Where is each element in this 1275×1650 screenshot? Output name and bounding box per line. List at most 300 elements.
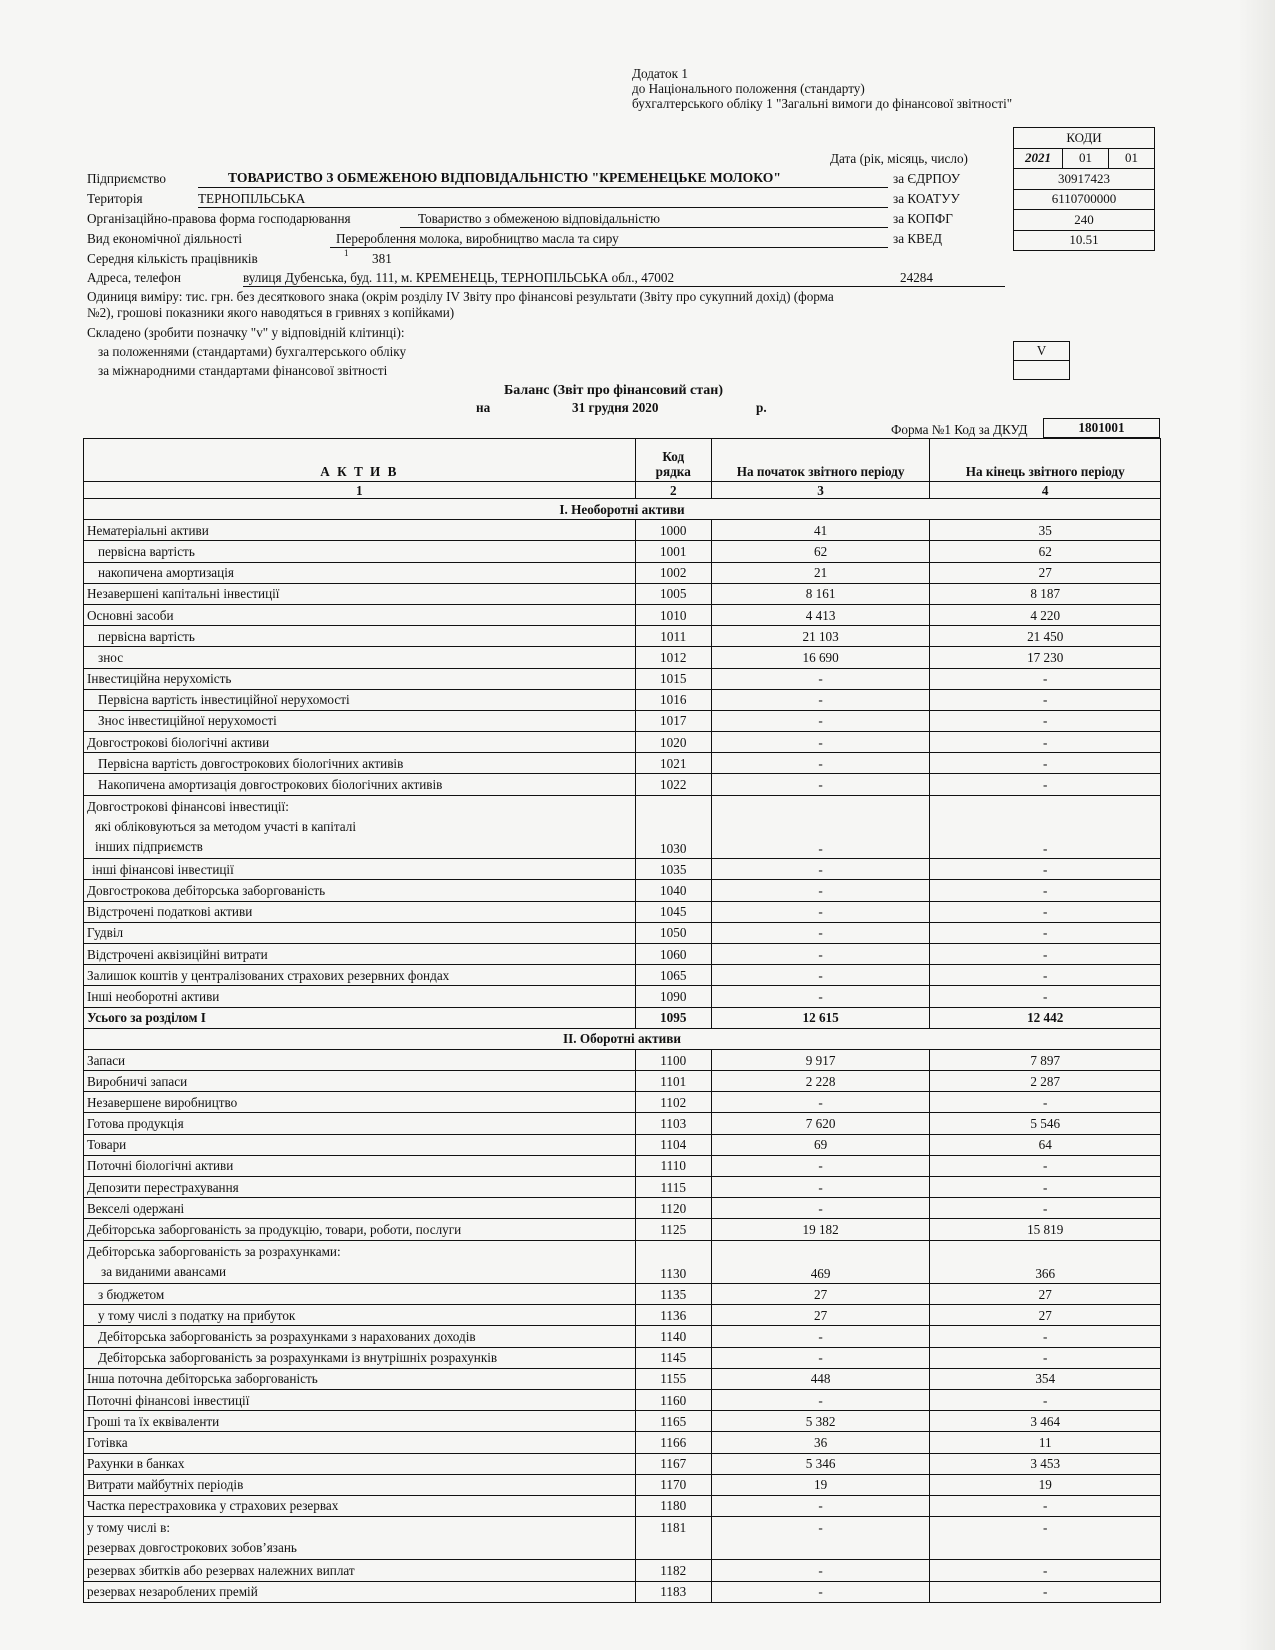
row-start-value: 27 [711,1284,930,1305]
row-end-value: 366 [930,1240,1161,1283]
row-end-value: 2 287 [930,1071,1161,1092]
row-start-value: - [711,668,930,689]
row-code: 1065 [635,965,711,986]
koatuu-code: 6110700000 [1014,189,1155,210]
row-end-value: - [930,668,1161,689]
row-name: Інші необоротні активи [84,986,636,1007]
row-start-value: - [711,986,930,1007]
row-name: Незавершене виробництво [84,1092,636,1113]
row-end-value: - [930,965,1161,986]
enterprise-label: Підприємство [87,171,166,186]
header-code: Код рядка [635,439,711,482]
row-start-value: - [711,1581,930,1602]
employees-footnote-mark: 1 [344,248,349,258]
row-end-value: 3 453 [930,1453,1161,1474]
table-row [84,1240,1161,1283]
table-row [84,1389,1161,1410]
row-code: 1145 [635,1347,711,1368]
row-name: інші фінансові інвестиції [84,859,636,880]
row-name: первісна вартість [84,626,636,647]
row-start-value: - [711,1495,930,1516]
row-end-value: - [930,710,1161,731]
units-line-1: Одиниця виміру: тис. грн. без десяткового знака (окрім розділу IV Звіту про фінансові результати (Звіту про сукупний дохід) (форма [87,289,834,304]
row-start-value: - [711,1177,930,1198]
compiled-option-standards: за положеннями (стандартами) бухгалтерського обліку [98,344,407,359]
row-end-value: 7 897 [930,1049,1161,1070]
row-code: 1101 [635,1071,711,1092]
row-start-value: - [711,732,930,753]
table-row [84,732,1161,753]
row-end-value: - [930,732,1161,753]
edrpou-label: за ЄДРПОУ [893,171,961,186]
section-header-row [84,499,1161,520]
kopfg-label: за КОПФГ [893,211,953,226]
table-row [84,1219,1161,1240]
row-code: 1040 [635,880,711,901]
activity-label: Вид економічної діяльності [87,231,242,246]
row-name: Гроші та їх еквіваленти [84,1411,636,1432]
row-name: Відстрочені аквізиційні витрати [84,943,636,964]
row-start-value: 469 [711,1240,930,1283]
row-name: Інша поточна дебіторська заборгованість [84,1368,636,1389]
row-start-value: - [711,1198,930,1219]
table-row [84,774,1161,795]
row-name-multiline [84,1240,636,1283]
row-name: Відстрочені податкові активи [84,901,636,922]
row-code: 1012 [635,647,711,668]
row-name: Дебіторська заборгованість за продукцію, товари, роботи, послуги [84,1219,636,1240]
row-start-value: - [711,710,930,731]
row-start-value: - [711,1347,930,1368]
row-start-value: 19 182 [711,1219,930,1240]
row-code: 1167 [635,1453,711,1474]
table-row [84,1368,1161,1389]
row-code: 1110 [635,1155,711,1176]
date-label: Дата (рік, місяць, число) [830,151,968,166]
row-code: 1017 [635,710,711,731]
row-start-value: - [711,1326,930,1347]
row-start-value: 5 346 [711,1453,930,1474]
table-row [84,1411,1161,1432]
row-name-multiline [84,1517,636,1560]
table-row [84,583,1161,604]
row-end-value: 5 546 [930,1113,1161,1134]
table-row [84,1155,1161,1176]
table-row [84,647,1161,668]
row-start-value: - [711,943,930,964]
table-row [84,753,1161,774]
kopfg-code: 240 [1014,210,1155,231]
row-name: Поточні фінансові інвестиції [84,1389,636,1410]
row-name: накопичена амортизація [84,562,636,583]
employees-label: Середня кількість працівників [87,251,258,266]
section-header-row [84,1028,1161,1049]
table-row [84,1134,1161,1155]
row-end-value: 17 230 [930,647,1161,668]
row-end-value: 354 [930,1368,1161,1389]
row-name: Первісна вартість інвестиційної нерухомості [84,689,636,710]
row-start-value: 5 382 [711,1411,930,1432]
row-start-value: 19 [711,1474,930,1495]
table-row [84,710,1161,731]
table-row [84,1326,1161,1347]
row-code: 1000 [635,520,711,541]
balance-table [83,438,1161,1603]
row-start-value: 62 [711,541,930,562]
row-start-value: - [711,1155,930,1176]
row-start-value: 16 690 [711,647,930,668]
row-code: 1095 [635,1007,711,1028]
row-end-value: - [930,943,1161,964]
row-code: 1020 [635,732,711,753]
table-row [84,1177,1161,1198]
row-code: 1016 [635,689,711,710]
report-year-suffix: р. [756,400,767,415]
row-code: 1103 [635,1113,711,1134]
row-end-value: - [930,1560,1161,1581]
codes-table [1013,127,1155,251]
row-name: у тому числі з податку на прибуток [84,1305,636,1326]
table-row [84,1049,1161,1070]
row-end-value: 3 464 [930,1411,1161,1432]
row-name: резервах незароблених премій [84,1581,636,1602]
table-row [84,1495,1161,1516]
row-start-value: - [711,901,930,922]
kved-code: 10.51 [1014,230,1155,251]
row-name: з бюджетом [84,1284,636,1305]
row-end-value: 21 450 [930,626,1161,647]
row-name: Депозити перестрахування [84,1177,636,1198]
row-start-value: - [711,965,930,986]
row-end-value: 19 [930,1474,1161,1495]
table-row [84,1560,1161,1581]
row-end-value: 27 [930,1284,1161,1305]
row-end-value: - [930,1177,1161,1198]
row-start-value: - [711,1389,930,1410]
table-row [84,986,1161,1007]
table-row [84,901,1161,922]
address-value: вулиця Дубенська, буд. 111, м. КРЕМЕНЕЦЬ, ТЕРНОПІЛЬСЬКА обл., 47002 [243,270,675,285]
row-code: 1005 [635,583,711,604]
table-row [84,626,1161,647]
row-code: 1011 [635,626,711,647]
row-name: Готівка [84,1432,636,1453]
row-name: первісна вартість [84,541,636,562]
row-code: 1180 [635,1495,711,1516]
row-start-value: 21 103 [711,626,930,647]
row-code: 1140 [635,1326,711,1347]
phone-value: 24284 [900,270,933,285]
row-end-value: - [930,1326,1161,1347]
row-start-value: 21 [711,562,930,583]
table-row [84,1071,1161,1092]
compiled-label: Складено (зробити позначку "v" у відповідній клітинці): [87,325,405,340]
units-line-2: №2), грошові показники якого наводяться в гривнях з копійками) [87,305,455,320]
row-name: Гудвіл [84,922,636,943]
row-code: 1015 [635,668,711,689]
row-start-value: 2 228 [711,1071,930,1092]
row-start-value: 448 [711,1368,930,1389]
row-name-line: у тому числі в: [87,1520,171,1536]
row-start-value: - [711,1092,930,1113]
table-row [84,604,1161,625]
row-code: 1104 [635,1134,711,1155]
row-code: 1102 [635,1092,711,1113]
row-name: Частка перестраховика у страхових резервах [84,1495,636,1516]
row-name-line: Довгострокові фінансові інвестиції: [87,798,289,814]
row-code: 1045 [635,901,711,922]
table-row [84,1517,1161,1560]
row-end-value: - [930,901,1161,922]
row-code: 1130 [635,1240,711,1283]
row-end-value: - [930,922,1161,943]
form-label: Форма №1 Код за ДКУД [891,422,1028,437]
territory-label: Територія [87,191,143,206]
table-row [84,541,1161,562]
employees-value: 381 [372,251,392,266]
date-month: 01 [1063,148,1109,169]
row-name: Накопичена амортизація довгострокових біологічних активів [84,774,636,795]
row-code: 1120 [635,1198,711,1219]
row-name: Товари [84,1134,636,1155]
row-name: Основні засоби [84,604,636,625]
row-name: Знос інвестиційної нерухомості [84,710,636,731]
table-row [84,859,1161,880]
ifrs-checkbox[interactable] [1013,360,1070,380]
row-start-value: 27 [711,1305,930,1326]
row-name: Витрати майбутніх періодів [84,1474,636,1495]
table-row [84,668,1161,689]
row-end-value: - [930,1495,1161,1516]
row-code: 1165 [635,1411,711,1432]
header-start: На початок звітного періоду [711,439,930,482]
row-start-value: - [711,1560,930,1581]
row-name: Довгострокові біологічні активи [84,732,636,753]
row-name: Поточні біологічні активи [84,1155,636,1176]
table-row [84,880,1161,901]
table-row [84,1198,1161,1219]
row-end-value: 12 442 [930,1007,1161,1028]
table-row [84,562,1161,583]
table-row [84,1581,1161,1602]
row-start-value: 4 413 [711,604,930,625]
kved-label: за КВЕД [893,231,943,246]
table-row [84,943,1161,964]
row-end-value: 11 [930,1432,1161,1453]
column-number-row [84,482,1161,499]
row-code: 1160 [635,1389,711,1410]
row-code: 1021 [635,753,711,774]
row-end-value: 35 [930,520,1161,541]
report-title: Баланс (Звіт про фінансовий стан) [504,383,724,398]
row-end-value: 27 [930,562,1161,583]
edrpou-code: 30917423 [1014,169,1155,190]
activity-value: Перероблення молока, виробництво масла та сиру [336,231,619,246]
row-start-value: - [711,859,930,880]
column-number: 1 [84,482,636,499]
row-code: 1125 [635,1219,711,1240]
row-code: 1182 [635,1560,711,1581]
row-end-value: - [930,1517,1161,1560]
row-code: 1136 [635,1305,711,1326]
table-row [84,520,1161,541]
row-name-line: резервах довгострокових зобов’язань [87,1540,297,1556]
row-name: Залишок коштів у централізованих страхових резервних фондах [84,965,636,986]
table-row [84,689,1161,710]
table-row [84,1453,1161,1474]
row-name: Рахунки в банках [84,1453,636,1474]
table-row [84,1347,1161,1368]
row-name: знос [84,647,636,668]
codes-title: КОДИ [1014,128,1155,149]
compiled-option-ifrs: за міжнародними стандартами фінансової звітності [98,363,388,378]
territory-value: ТЕРНОПІЛЬСЬКА [198,191,306,206]
row-end-value: - [930,753,1161,774]
row-start-value: 9 917 [711,1049,930,1070]
row-code: 1010 [635,604,711,625]
row-name: Усього за розділом I [84,1007,636,1028]
row-code: 1170 [635,1474,711,1495]
row-start-value: - [711,1517,930,1560]
address-label: Адреса, телефон [87,270,181,285]
row-end-value: - [930,1198,1161,1219]
table-header [84,439,1161,482]
date-year: 2021 [1014,148,1063,169]
legal-form-underline [400,227,888,228]
koatuu-label: за КОАТУУ [893,191,960,206]
address-underline [243,286,1005,287]
row-name: Готова продукція [84,1113,636,1134]
row-end-value: - [930,986,1161,1007]
row-name: Дебіторська заборгованість за розрахунками із внутрішніх розрахунків [84,1347,636,1368]
dkud-code: 1801001 [1043,418,1160,438]
row-name: Дебіторська заборгованість за розрахунками з нарахованих доходів [84,1326,636,1347]
header-asset: А К Т И В [84,439,636,482]
row-name-line: інших підприємств [95,839,203,855]
row-end-value: - [930,1347,1161,1368]
row-end-value: 15 819 [930,1219,1161,1240]
table-row [84,922,1161,943]
row-code: 1022 [635,774,711,795]
row-end-value: - [930,774,1161,795]
total-row [84,1007,1161,1028]
row-code: 1135 [635,1284,711,1305]
row-start-value: 69 [711,1134,930,1155]
legal-form-value: Товариство з обмеженою відповідальністю [418,211,660,226]
row-start-value: 12 615 [711,1007,930,1028]
row-name: Первісна вартість довгострокових біологічних активів [84,753,636,774]
standards-checkbox[interactable]: V [1013,341,1070,361]
section-title: I. Необоротні активи [84,499,1161,520]
row-start-value: - [711,774,930,795]
annex-line-2: до Національного положення (стандарту) [632,81,865,96]
row-start-value: 41 [711,520,930,541]
table-row [84,795,1161,859]
date-day: 01 [1109,148,1155,169]
table-row [84,1432,1161,1453]
row-code: 1060 [635,943,711,964]
row-end-value: - [930,880,1161,901]
row-code: 1166 [635,1432,711,1453]
table-row [84,1305,1161,1326]
row-code: 1115 [635,1177,711,1198]
row-name: резервах збитків або резервах належних виплат [84,1560,636,1581]
table-row [84,1474,1161,1495]
row-name: Довгострокова дебіторська заборгованість [84,880,636,901]
column-number: 3 [711,482,930,499]
row-name: Нематеріальні активи [84,520,636,541]
row-end-value: - [930,1092,1161,1113]
row-name: Векселі одержані [84,1198,636,1219]
row-code: 1001 [635,541,711,562]
table-row [84,965,1161,986]
header-end: На кінець звітного періоду [930,439,1161,482]
row-end-value: 62 [930,541,1161,562]
annex-line-3: бухгалтерського обліку 1 "Загальні вимоги до фінансової звітності" [632,96,1013,111]
row-code: 1030 [635,795,711,859]
row-name-line: за виданими авансами [101,1263,227,1279]
enterprise-name: ТОВАРИСТВО З ОБМЕЖЕНОЮ ВІДПОВІДАЛЬНІСТЮ "КРЕМЕНЕЦЬКЕ МОЛОКО" [228,170,781,185]
row-start-value: 36 [711,1432,930,1453]
row-end-value: - [930,1155,1161,1176]
row-start-value: - [711,753,930,774]
column-number: 4 [930,482,1161,499]
row-end-value: - [930,859,1161,880]
report-on: на [476,400,491,415]
row-end-value: 8 187 [930,583,1161,604]
row-end-value: 4 220 [930,604,1161,625]
row-name-line: Дебіторська заборгованість за розрахунками: [87,1243,341,1259]
activity-underline [330,247,888,248]
row-start-value: 8 161 [711,583,930,604]
row-end-value: 64 [930,1134,1161,1155]
territory-underline [198,207,888,208]
row-name: Незавершені капітальні інвестиції [84,583,636,604]
row-end-value: - [930,689,1161,710]
row-end-value: - [930,1581,1161,1602]
row-start-value: - [711,689,930,710]
scan-edge [1238,0,1275,1650]
table-row [84,1284,1161,1305]
row-code: 1100 [635,1049,711,1070]
row-end-value: - [930,1389,1161,1410]
legal-form-label: Організаційно-правова форма господарювання [87,211,351,226]
column-number: 2 [635,482,711,499]
row-code: 1090 [635,986,711,1007]
row-name: Запаси [84,1049,636,1070]
row-name-multiline [84,795,636,859]
row-name: Виробничі запаси [84,1071,636,1092]
row-code: 1002 [635,562,711,583]
table-row [84,1092,1161,1113]
enterprise-underline [198,187,888,188]
row-name-line: які обліковуються за методом участі в капіталі [95,818,357,834]
row-code: 1035 [635,859,711,880]
report-date: 31 грудня 2020 [572,400,659,415]
row-code: 1155 [635,1368,711,1389]
row-start-value: - [711,795,930,859]
row-end-value: - [930,795,1161,859]
row-start-value: - [711,880,930,901]
row-code: 1181 [635,1517,711,1560]
row-start-value: 7 620 [711,1113,930,1134]
row-start-value: - [711,922,930,943]
row-code: 1183 [635,1581,711,1602]
row-name: Інвестиційна нерухомість [84,668,636,689]
section-title: II. Оборотні активи [84,1028,1161,1049]
row-code: 1050 [635,922,711,943]
annex-line-1: Додаток 1 [632,66,688,81]
